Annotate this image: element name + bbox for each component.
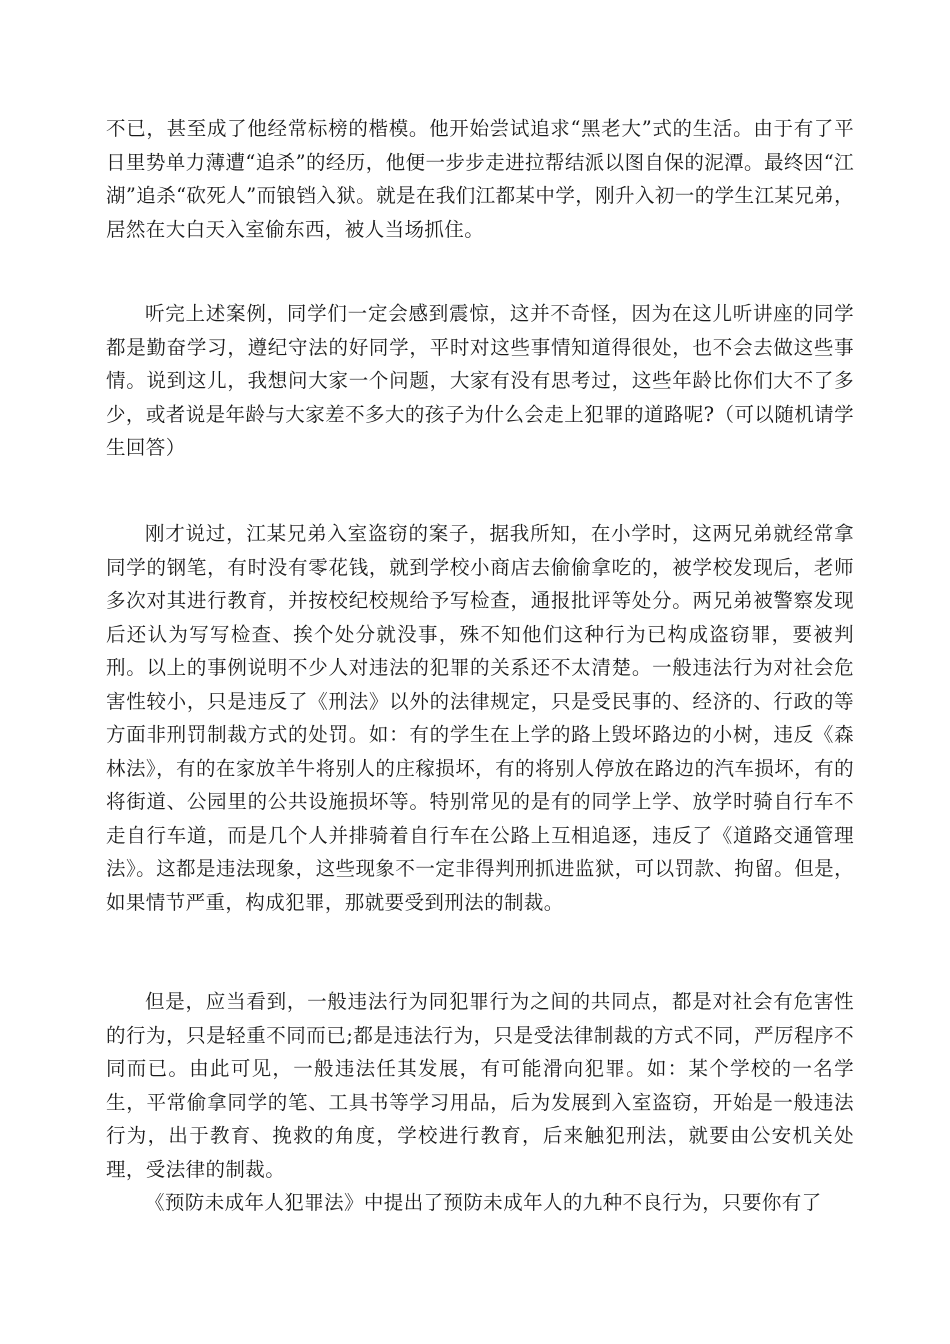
paragraph-case-reflection xyxy=(106,297,854,465)
paragraph-text: 但是，应当看到，一般违法行为同犯罪行为之间的共同点，都是对社会有危害性的行为，只是轻重不同而已;都是违法行为，只是受法律制裁的方式不同，严厉程序不同而已。由此可见，一般违法任其发展，有可能滑向犯罪。如：某个学校的一名学生，平常偷拿同学的笔、工具书等学习用品，后为发展到入室盗窃，开始是一般违法行为，出于教育、挽救的角度，学校进行教育，后来触犯刑法，就要由公安机关处理，受法律的制裁。 xyxy=(106,990,854,1181)
paragraph-prevention-law xyxy=(106,1186,854,1220)
paragraph-continuation xyxy=(106,112,854,246)
paragraph-text: 不已，甚至成了他经常标榜的楷模。他开始尝试追求“黑老大”式的生活。由于有了平日里势单力薄遭“追杀”的经历，他便一步步走进拉帮结派以图自保的泥潭。最终因“江湖”追杀“砍死人”而锒铛入狱。就是在我们江都某中学，刚升入初一的学生江某兄弟，居然在大白天入室偷东西，被人当场抓住。 xyxy=(106,117,854,241)
paragraph-common-points xyxy=(106,985,854,1186)
paragraph-text: 刚才说过，江某兄弟入室盗窃的案子，据我所知，在小学时，这两兄弟就经常拿同学的钢笔，有时没有零花钱，就到学校小商店去偷偷拿吃的，被学校发现后，老师多次对其进行教育，并按校纪校规给予写检查，通报批评等处分。两兄弟被警察发现后还认为写写检查、挨个处分就没事，殊不知他们这种行为已构成盗窃罪，要被判刑。以上的事例说明不少人对违法的犯罪的关系还不太清楚。一般违法行为对社会危害性较小，只是违反了《刑法》以外的法律规定，只是受民事的、经济的、行政的等方面非刑罚制裁方式的处罚。如：有的学生在上学的路上毁坏路边的小树，违反《森林法》，有的在家放羊牛将别人的庄稼损坏，有的将别人停放在路边的汽车损坏，有的将街道、公园里的公共设施损坏等。特别常见的是有的同学上学、放学时骑自行车不走自行车道，而是几个人并排骑着自行车在公路上互相追逐，违反了《道路交通管理法》。这都是违法现象，这些现象不一定非得判刑抓进监狱，可以罚款、拘留。但是，如果情节严重，构成犯罪，那就要受到刑法的制裁。 xyxy=(106,522,854,914)
paragraph-text: 听完上述案例，同学们一定会感到震惊，这并不奇怪，因为在这儿听讲座的同学都是勤奋学习，遵纪守法的好同学，平时对这些事情知道得很处，也不会去做这些事情。说到这儿，我想问大家一个问题，大家有没有思考过，这些年龄比你们大不了多少，或者说是年龄与大家差不多大的孩子为什么会走上犯罪的道路呢?（可以随机请学生回答） xyxy=(106,302,854,459)
paragraph-text: 《预防未成年人犯罪法》中提出了预防未成年人的九种不良行为，只要你有了 xyxy=(145,1191,822,1214)
paragraph-illegal-vs-crime xyxy=(106,517,854,919)
